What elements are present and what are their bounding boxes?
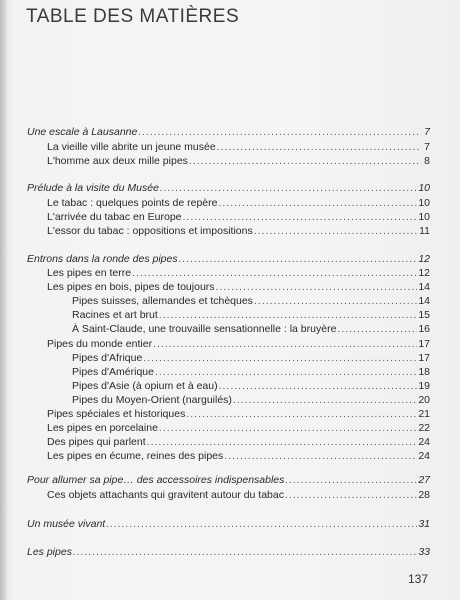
toc-entry-page: 31 [418,518,430,530]
toc-entry-page: 15 [418,309,430,321]
toc-entry-label: Pipes d'Amérique [72,366,154,378]
toc-entry-label: L'homme aux deux mille pipes [47,155,188,167]
toc-entry [47,281,430,294]
toc-entry-page: 19 [418,380,430,392]
toc-entry-page: 22 [418,422,430,434]
toc-entry-label: Pipes suisses, allemandes et tchèques [72,295,253,307]
toc-entry-page: 18 [418,366,430,378]
toc-entry-page: 14 [418,295,430,307]
dot-leader [147,436,418,449]
toc-entry-page: 16 [418,323,430,335]
toc-section-entry [27,126,430,139]
toc-entry [47,141,430,154]
toc-entry [47,436,430,449]
toc-entry-page: 7 [424,126,430,138]
toc-entry [47,489,430,502]
dot-leader [143,352,417,365]
toc-entry [47,408,430,421]
toc-entry-label: Racines et art brut [72,309,158,321]
toc-entry-page: 10 [418,197,430,209]
toc-section-entry [27,518,430,531]
toc-entry-page: 27 [418,474,430,486]
toc-entry [47,225,430,238]
toc-entry [72,394,430,407]
dot-leader [153,338,417,351]
toc-entry-label: Un musée vivant [27,518,106,530]
toc-entry-label: Les pipes en terre [47,267,132,279]
toc-entry [72,323,430,336]
toc-entry-label: Pipes d'Asie (à opium et à eau) [72,380,218,392]
page-number: 137 [408,572,429,586]
dot-leader [337,323,417,336]
toc-section-entry [27,474,430,487]
toc-entry-label: Ces objets attachants qui gravitent autour du tabac [47,489,284,501]
toc-entry-page: 17 [418,338,430,350]
toc-entry-page: 24 [418,450,430,462]
toc-entry-page: 17 [418,352,430,364]
toc-entry-page: 10 [418,182,430,194]
dot-leader [254,295,417,308]
toc-entry [47,422,430,435]
toc-section-entry [27,253,430,266]
toc-entry-label: Des pipes qui parlent [47,436,146,448]
dot-leader [106,518,417,531]
dot-leader [219,380,418,393]
toc-entry-label: L'arrivée du tabac en Europe [47,211,182,223]
toc-entry-label: Pipes du monde entier [47,338,153,350]
toc-section-entry [27,546,430,559]
toc-entry-page: 20 [418,394,430,406]
toc-entry-page: 8 [424,155,430,167]
dot-leader [218,197,417,210]
dot-leader [189,155,419,168]
dot-leader [132,267,417,280]
toc-section-entry [27,182,430,195]
toc-entry-page: 14 [418,281,430,293]
toc-entry [72,309,430,322]
dot-leader [73,546,417,559]
dot-leader [160,182,417,195]
toc-entry [47,197,430,210]
toc-entry-label: L'essor du tabac : oppositions et impositions [47,225,253,237]
toc-entry-label: Les pipes en écume, reines des pipes [47,450,224,462]
dot-leader [285,474,417,487]
dot-leader [285,489,417,502]
toc-entry-label: Les pipes en bois, pipes de toujours [47,281,215,293]
toc-entry-label: Une escale à Lausanne [27,126,138,138]
toc-entry-page: 21 [418,408,430,420]
toc-entry-label: Pipes spéciales et historiques [47,408,186,420]
toc-entry [72,380,430,393]
toc-entry-page: 7 [424,141,430,153]
dot-leader [183,211,418,224]
toc-entry-label: Les pipes en porcelaine [47,422,158,434]
toc-entry [47,450,430,463]
toc-entry-page: 12 [418,253,430,265]
toc-entry-page: 11 [419,225,430,237]
toc-entry-label: La vieille ville abrite un jeune musée [47,141,216,153]
toc-entry [47,155,430,168]
toc-entry-label: Pipes du Moyen-Orient (narguilés) [72,394,232,406]
dot-leader [216,281,418,294]
toc-entry-label: Entrons dans la ronde des pipes [27,253,178,265]
dot-leader [179,253,418,266]
toc-entry-label: Le tabac : quelques points de repère [47,197,218,209]
dot-leader [186,408,417,421]
dot-leader [159,309,418,322]
toc-entry-page: 12 [418,267,430,279]
page-title: TABLE DES MATIÈRES [26,6,240,27]
dot-leader [138,126,419,139]
toc-entry-label: À Saint-Claude, une trouvaille sensationnelle : la bruyère [72,323,337,335]
toc-entry [47,211,430,224]
toc-entry-page: 33 [418,546,430,558]
dot-leader [155,366,417,379]
dot-leader [217,141,419,154]
toc-entry-page: 10 [418,211,430,223]
dot-leader [233,394,417,407]
toc-entry-label: Pipes d'Afrique [72,352,143,364]
toc-entry-label: Les pipes [27,546,72,558]
dot-leader [254,225,418,238]
toc-entry [47,267,430,280]
toc-entry-page: 24 [418,436,430,448]
toc-entry [47,338,430,351]
toc-entry-label: Prélude à la visite du Musée [27,182,159,194]
dot-leader [224,450,417,463]
toc-entry-page: 28 [418,489,430,501]
toc-entry-label: Pour allumer sa pipe… des accessoires indispensables [27,474,285,486]
toc-entry [72,352,430,365]
toc-entry [72,295,430,308]
dot-leader [159,422,417,435]
toc-entry [72,366,430,379]
